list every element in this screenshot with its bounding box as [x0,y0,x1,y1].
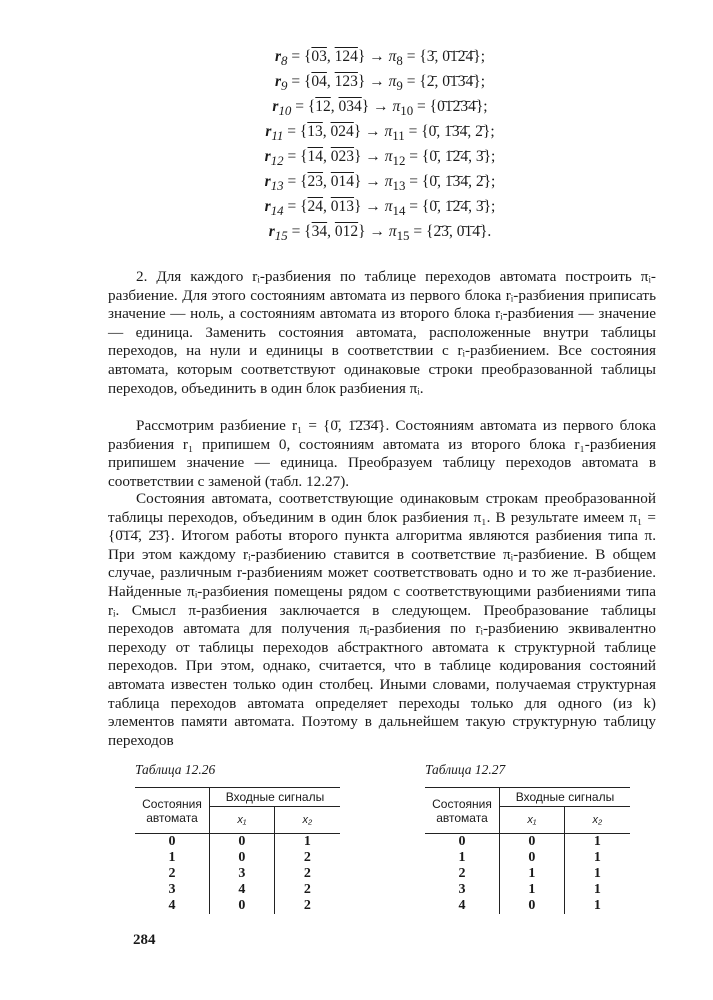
partition-formulas [200,44,560,244]
formula-line: $r_8 = \{03$, $124\} \to \pi_8$ = {3̄, 0̄1̄2̄4̄}; [274,48,486,69]
formula-line: $r_{13} = \{23$, $014\} \to \pi_{13}$ = {0̄, 1̄3̄4̄, 2̄}; [264,173,496,194]
table-12-26 [135,787,340,914]
paragraph-consider-r1: Рассмотрим разбиение r₁ = {0̄, 1̄2̄3̄4̄}. Состояниям автомата из первого блока разбиения r₁ припишем 0, состояниям автомата из второго блока r₁-разбиения припишем значение — единица. Преобразуем таблицу переходов автомата в соответствии с заменой (табл. 12.27). [108,417,656,490]
col-header-inputs: Входные сигналы [500,788,631,807]
paragraph-result: Состояния автомата, соответствующие одинаковым строкам преобразованной таблицы переходов, объединим в один блок разбиения π₁. В результате имеем π₁ = {0̄1̄4̄, 2̄3̄}. Итогом работы второго пункта алгоритма являются разбиения типа π. При этом каждому rᵢ-разбиению ставится в соответствие πᵢ-разбиение. В общем случае, различным r-разбиениям может соответствовать одно и то же π-разбиение. Найденные πᵢ-разбиения помещены рядом с соответствующими разбиениями типа rᵢ. Смысл π-разбиения заключается в следующем. Преобразование таблицы переходов автомата для получения πᵢ-разбиения по rᵢ-разбиению эквивалентно переходу от таблицы переходов абстрактного автомата к структурной таблице переходов. При этом, однако, считается, что в таблице кодирования состояний автомата известен только один столбец. Иными словами, получаемая структурная таблица переходов автомата определяет переходы только для одного (из k) элементов памяти автомата. Поэтому в дальнейшем такую структурную таблицу переходов [108,490,656,749]
formula-line: $r_{10} = \{12$, $034\} \to \pi_{10}$ = {0̄1̄2̄3̄4̄}; [272,98,488,119]
table-row: 2 1 1 [425,866,630,882]
table-row: 3 4 2 [135,882,340,898]
table-row: 2 3 2 [135,866,340,882]
table-row: 4 0 2 [135,898,340,914]
col-header-states: Состояния автомата [135,788,210,834]
table-row: 3 1 1 [425,882,630,898]
col-header-inputs: Входные сигналы [210,788,341,807]
table-12-27 [425,787,630,914]
formula-line: $r_{11} = \{13$, $024\} \to \pi_{11}$ = {0̄, 1̄3̄4̄, 2̄}; [265,123,495,144]
col-header-x1: x₁ [500,807,565,834]
formula-line: $r_{15} = \{34$, $012\} \to \pi_{15}$ = {2̄3̄, 0̄1̄4̄}. [268,223,492,244]
formula-line: $r_{14} = \{24$, $013\} \to \pi_{14}$ = {0̄, 1̄2̄4̄, 3̄}; [264,198,496,219]
table-row: 0 0 1 [135,834,340,851]
formula-line: $r_9 = \{04$, $123\} \to \pi_9$ = {2̄, 0̄1̄3̄4̄}; [274,73,486,94]
table-12-27-caption: Таблица 12.27 [425,762,506,777]
table-row: 1 0 2 [135,850,340,866]
page-number: 284 [133,932,156,948]
table-row: 1 0 1 [425,850,630,866]
col-header-x1: x₁ [210,807,275,834]
table-12-26-caption: Таблица 12.26 [135,762,216,777]
table-row: 0 0 1 [425,834,630,851]
paragraph-step-2: 2. Для каждого rᵢ-разбиения по таблице переходов автомата построить πᵢ-разбиение. Для этого состояниям автомата из первого блока rᵢ-разбиения приписать значение — ноль, а состояниям автомата из второго блока rᵢ-разбиения — значение — единица. Заменить состояния автомата, расположенные внутри таблицы переходов, на нули и единицы в соответствии с rᵢ-разбиением. Все состояния автомата, которым соответствуют одинаковые строки преобразованной таблицы переходов, объединить в один блок разбиения πᵢ. [108,268,656,397]
col-header-x2: x₂ [564,807,630,834]
table-row: 4 0 1 [425,898,630,914]
col-header-states: Состояния автомата [425,788,500,834]
formula-line: $r_{12} = \{14$, $023\} \to \pi_{12}$ = {0̄, 1̄2̄4̄, 3̄}; [264,148,496,169]
col-header-x2: x₂ [274,807,340,834]
